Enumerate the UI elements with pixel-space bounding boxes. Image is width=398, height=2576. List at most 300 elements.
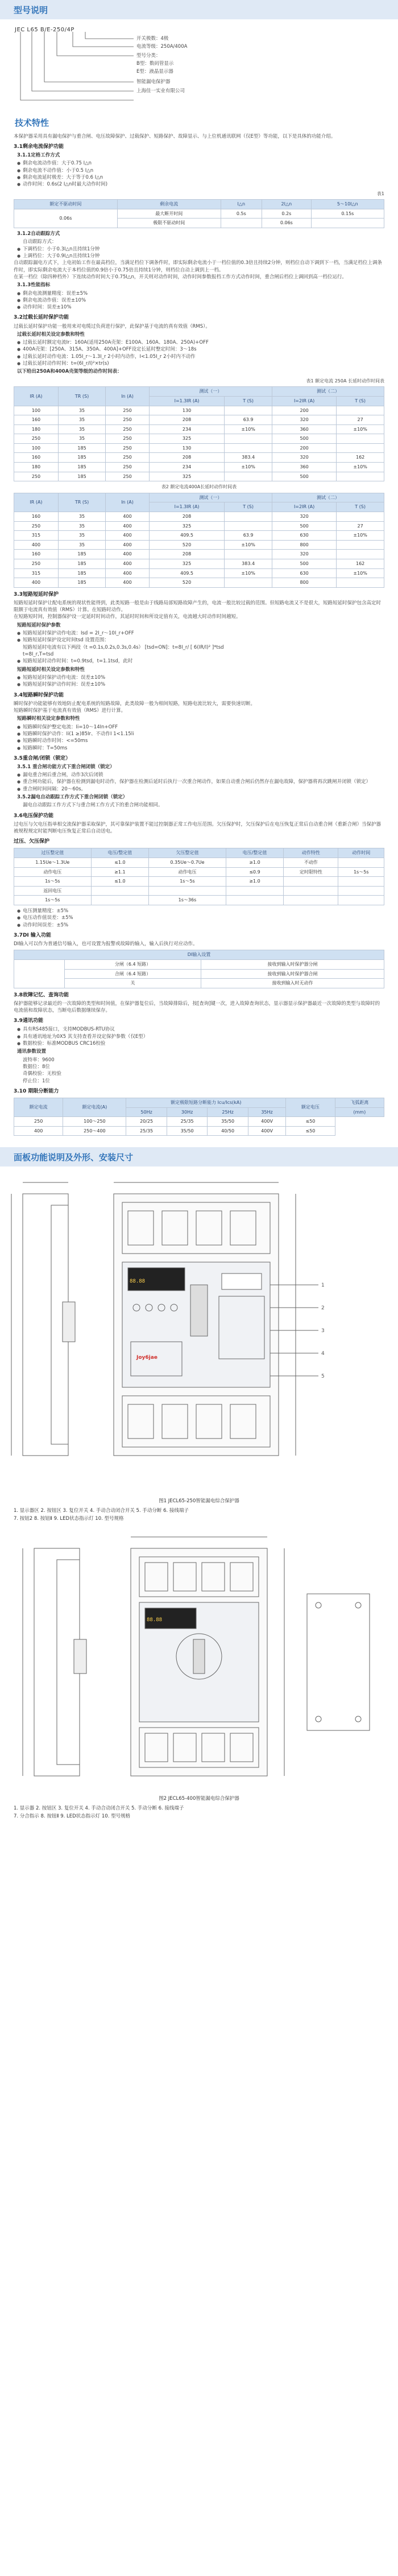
table-cell: 500 <box>272 434 336 444</box>
table2-caption: 表1 额定电流 250A 长延时动作时间表 <box>306 378 384 384</box>
table-di-input <box>14 950 384 988</box>
table-cell: 383.4 <box>225 453 272 463</box>
side-handle <box>63 1302 75 1342</box>
list-item: ● 剩余电流不动作值：小于0.5 I△n <box>23 167 381 174</box>
table-header: 额定不驱动时间 <box>14 200 118 209</box>
table-cell <box>338 896 384 905</box>
paragraph: 在短路短时间，控制器保护设一定延时时间动作，其延时时间和所设定值有关，电流越大时动作时间越短。 <box>14 614 241 620</box>
list-item: 波特率：9600 <box>23 1057 55 1063</box>
table-row: 关 接收到输入时无动作 <box>14 979 384 988</box>
table-cell: 250 <box>106 472 150 481</box>
list-item: ● 重合闸时间间隔：20～60s。 <box>23 786 381 793</box>
table-cell <box>149 886 226 896</box>
table-cell: ≤0.9 <box>226 867 284 877</box>
table-cell: 35/50 <box>208 1117 248 1127</box>
table-cell: 20/25 <box>126 1117 167 1127</box>
table-header: 额定电流 <box>14 1098 63 1116</box>
table-cell: 325 <box>149 472 224 481</box>
list-item: ● 400A壳架：[250A、315A、350A、400A]+OFF设定长延时整定时间：3～18s <box>23 346 381 353</box>
table-header: IR (A) <box>14 493 59 512</box>
table-row <box>14 896 384 905</box>
paragraph: 短路瞬时保护基于电流真有效值（RMS）进行计算。 <box>14 707 126 714</box>
table-cell: ±10% <box>225 463 272 472</box>
table-cell: 800 <box>272 578 336 588</box>
table-header: TR (S) <box>58 493 105 512</box>
table-cell: 400 <box>14 540 59 550</box>
table-cell: 1s～5s <box>14 877 92 887</box>
table-row <box>14 406 384 415</box>
table-cell: 400 <box>106 559 150 569</box>
figure-2-legend-2: 7. 分合指示 8. 按钮Ⅱ 9. LED状态指示灯 10. 型号规格 <box>14 1813 131 1819</box>
table-header: T (S) <box>337 502 384 512</box>
list-item: ● 短路瞬时：T=50ms <box>23 745 381 752</box>
list-item: ● 剩余电流动作值：误差±10% <box>23 297 381 304</box>
paragraph: 短路短延时保护让配电系统的现状性能得到，此类短路一般是由于线路局部短路故障产生的，电流一般比较过载的范围。但短路电流又不是很大，短路短延时保护包含高定时限额于电流真有效值（RMS）计算。在短路时动作。 <box>14 600 382 613</box>
table-cell: ≤50 <box>286 1126 335 1136</box>
table-residual-current <box>14 199 384 228</box>
heading-3-5-1: 3.5.1 重合闸功能方式下重合闸闭锁（锁定） <box>17 764 115 770</box>
table-row <box>14 559 384 569</box>
table-cell: 100 <box>14 443 59 453</box>
table-header: I=1.3IR (A) <box>149 396 224 406</box>
table-cell: 325 <box>149 521 224 531</box>
table-cell: 400 <box>106 540 150 550</box>
table-cell: 250 <box>106 434 150 444</box>
svg-text:88.88: 88.88 <box>147 1617 163 1623</box>
table-cell: 160 <box>14 550 59 559</box>
table-row <box>14 568 384 578</box>
table-cell: 400 <box>106 568 150 578</box>
table-cell: 315 <box>14 568 59 578</box>
table-cell: 63.9 <box>225 415 272 425</box>
table-header: 欠压整定值 <box>149 848 226 858</box>
table-cell: 0.35Ue～0.7Ue <box>149 858 226 868</box>
table-header: I=2IR (A) <box>272 502 336 512</box>
table-cell <box>284 896 338 905</box>
table-cell: 35 <box>58 406 105 415</box>
table-cell: 160 <box>14 512 59 522</box>
table-cell: 250 <box>106 415 150 425</box>
breaker-250-svg <box>0 1171 398 1495</box>
table-header: 5～10I△n <box>311 200 384 209</box>
table-cell: 520 <box>149 540 224 550</box>
table-cell <box>91 896 149 905</box>
table-cell: ±10% <box>337 531 384 541</box>
model-label-type-b: B型：数码管显示 <box>136 61 174 67</box>
list-item: ● 过载长延时动作时间：t=(6I_r/I)²×tr(s) <box>23 360 381 367</box>
table3-caption: 表2 额定电流400A长延时动作时间表 <box>161 484 237 490</box>
table-cell: 325 <box>149 434 224 444</box>
table-cell: 185 <box>58 559 105 569</box>
table-cell: 1s～5s <box>338 867 384 877</box>
svg-text:88.88: 88.88 <box>130 1279 146 1285</box>
table-cell: 180 <box>14 424 59 434</box>
svg-text:2: 2 <box>321 1305 325 1312</box>
table-header: 2I△n <box>262 200 312 209</box>
table-row <box>14 424 384 434</box>
table-header: 飞弧距离 <box>335 1098 384 1107</box>
table-cell: 185 <box>58 472 105 481</box>
mounting-hole-view <box>307 1594 370 1730</box>
table-cell <box>225 578 272 588</box>
table-row <box>14 443 384 453</box>
table-cell <box>225 472 272 481</box>
table-header: 动作特性 <box>284 848 338 858</box>
table-header: 动作时间 <box>338 848 384 858</box>
table-cell: ≤1.0 <box>91 877 149 887</box>
breaker-400-svg <box>0 1526 398 1793</box>
table-cell: 250 <box>14 472 59 481</box>
list-item: ● 过载长延时额定电流Ir：160A(适用250A壳架：E100A、160A、180A、250A)+OFF <box>23 339 381 346</box>
figure-1-legend-2: 7. 按钮2 8. 按钮Ⅱ 9. LED状态指示灯 10. 型号规格 <box>14 1515 124 1522</box>
table-row <box>14 521 384 531</box>
table-header: 25Hz <box>208 1107 248 1117</box>
table-header: I△n <box>221 200 262 209</box>
list-item: ● 具有通讯地址为0X5 其支持查看并设定保护参数（仅E型） <box>23 1033 381 1040</box>
table-cell <box>338 886 384 896</box>
heading-3-4: 3.4短路瞬时保护功能 <box>14 692 64 698</box>
table-row: 极限不驱动时间 0.06s <box>14 219 384 228</box>
list-item: 停止位：1位 <box>23 1078 50 1084</box>
table-header: 测试（二） <box>272 387 384 397</box>
heading-3-1-2: 3.1.2自动跟踪方式 <box>17 231 60 237</box>
table-header: TR (S) <box>58 387 105 406</box>
table-cell: ±10% <box>337 568 384 578</box>
table-cell: ≥1.0 <box>226 877 284 887</box>
heading-3-5: 3.5重合闸/闭锁（锁定） <box>14 755 71 761</box>
table-cell: 200 <box>272 443 336 453</box>
table-cell <box>337 406 384 415</box>
table-row <box>14 578 384 588</box>
table-cell <box>337 434 384 444</box>
table-header: 过压整定值 <box>14 848 92 858</box>
table-cell <box>226 886 284 896</box>
list-item: ● 电压动作值误差：±5% <box>23 914 381 921</box>
table-header: 测试（一） <box>149 387 272 397</box>
table-cell: ±10% <box>225 568 272 578</box>
table-cell: 208 <box>149 512 224 522</box>
table-cell: 320 <box>272 550 336 559</box>
table-cell: 250 <box>106 424 150 434</box>
table-cell: 185 <box>58 550 105 559</box>
table-header: 电压/整定值 <box>226 848 284 858</box>
table-cell <box>338 858 384 868</box>
table-voltage-protection <box>14 848 384 905</box>
table-cell: 35 <box>58 521 105 531</box>
table-cell <box>337 512 384 522</box>
table-cell: 35 <box>58 415 105 425</box>
table-row: 合闸（6.4 短路） 接收到输入时保护器合闸 <box>14 969 384 979</box>
table-row <box>14 1126 384 1136</box>
table-cell: 63.9 <box>225 531 272 541</box>
list-item: ● 数据校验：标准MODBUS CRC16校验 <box>23 1040 381 1047</box>
figure-2-legend: 1. 显示器 2. 按钮区 3. 复位开关 4. 手动合动闭合开关 5. 手动分断 6. 接线端子 <box>14 1805 184 1811</box>
table-cell: 208 <box>149 415 224 425</box>
table-cell: 250 <box>14 1117 63 1127</box>
table-row <box>14 877 384 887</box>
table-cell <box>225 406 272 415</box>
table-row <box>14 886 384 896</box>
table-header: In (A) <box>106 387 150 406</box>
list-item: ● 剩余电流动作值：大于0.75 I△n <box>23 160 381 167</box>
heading-3-3b: 短路短延时保护参数 <box>17 622 61 628</box>
table-cell: 400 <box>106 531 150 541</box>
heading-3-1-1: 3.1.1定格工作方式 <box>17 153 60 159</box>
table-header: IR (A) <box>14 387 59 406</box>
list-item: 数据位：8位 <box>23 1064 50 1070</box>
heading-3-1-3: 3.1.3性能指标 <box>17 282 51 288</box>
table-cell: 35 <box>58 512 105 522</box>
table-cell: 100～250 <box>63 1117 126 1127</box>
table-header: 测试（一） <box>149 493 272 502</box>
table-cell: 100 <box>14 406 59 415</box>
table-cell: 630 <box>272 568 336 578</box>
table-cell: 315 <box>14 531 59 541</box>
table-cell: 360 <box>272 463 336 472</box>
list-item: 奇偶校验：无校验 <box>23 1071 62 1077</box>
table-header: T (S) <box>225 396 272 406</box>
paragraph: 漏电自动跟踪工作方式下与重合闸工作方式下的重合闸功能相同。 <box>23 802 163 809</box>
model-label-current: 电流等级：250A/400A <box>136 44 188 50</box>
table-header: I=2IR (A) <box>272 396 336 406</box>
table-header: 电压/整定值 <box>91 848 149 858</box>
table-cell <box>337 443 384 453</box>
paragraph: 瞬时保护功能能够有效地防止配电系统的短路故障，此类故障一般为相间短路，短路电流比较大，需要快速切断。 <box>14 700 256 707</box>
table-cell <box>225 443 272 453</box>
table-header: In (A) <box>106 493 150 512</box>
table-cell: 35 <box>58 531 105 541</box>
table-cell: 400 <box>14 1126 63 1136</box>
table-row <box>14 540 384 550</box>
table-cell: 400V <box>248 1117 285 1127</box>
table-cell: ≥1.1 <box>91 867 149 877</box>
figure-1-legend: 1. 显示器区 2. 按钮区 3. 复位开关 4. 手动合动闭合开关 5. 手动分断 6. 接线端子 <box>14 1507 189 1514</box>
side-view-body <box>23 1194 68 1456</box>
heading-3-9: 3.9通讯功能 <box>14 1018 43 1024</box>
table-cell: 162 <box>337 559 384 569</box>
table-cell: 40/50 <box>208 1126 248 1136</box>
panel-header-band <box>0 1147 398 1167</box>
paragraph: 在某一档位（除四种档外）下连续动作时间大于0.75I△n，开关则对动作时间，动作时间参数报档工作方式动作时间，重合闸后档位上调回到高一档位运行。 <box>14 274 347 280</box>
table-cell: ±10% <box>337 463 384 472</box>
svg-text:4: 4 <box>321 1351 325 1357</box>
table-cell: 返回电压 <box>14 886 92 896</box>
heading-3-3: 3.3短路短延时保护 <box>14 591 59 597</box>
table-cell: 325 <box>149 559 224 569</box>
table-400a-long-delay <box>14 493 384 588</box>
heading-3-2c: 以下给出250A和400A壳架等级的动作时间表： <box>17 369 122 375</box>
table-row <box>14 512 384 522</box>
table-cell: 234 <box>149 424 224 434</box>
table-cell <box>225 550 272 559</box>
table-header: T (S) <box>225 502 272 512</box>
table-header: I=1.3IR (A) <box>149 502 224 512</box>
table-row <box>14 867 384 877</box>
list-item: ● 具有RS485接口，支持MODBUS-RTU协议 <box>23 1026 381 1033</box>
table-cell: ≤50 <box>286 1117 335 1127</box>
heading-3-6b: 过压、欠压保护 <box>14 839 50 845</box>
heading-3-4b: 短路瞬时相关设定参数和特性 <box>17 716 80 722</box>
table-cell: 130 <box>149 406 224 415</box>
section-title-tech: 技术特性 <box>15 118 49 128</box>
list-item: ● 剩余电流测量精度：误差±5% <box>23 290 381 297</box>
table-row <box>14 1117 384 1127</box>
figure-1-drawing <box>0 1171 398 1495</box>
section-title-model: 型号说明 <box>14 5 48 15</box>
table-cell: ≤1.0 <box>91 858 149 868</box>
table-cell: 500 <box>272 559 336 569</box>
table-cell: 185 <box>58 453 105 463</box>
table-cell: 400 <box>106 521 150 531</box>
table-cell <box>337 540 384 550</box>
table-cell: ±10% <box>225 424 272 434</box>
table-row <box>14 858 384 868</box>
heading-3-6: 3.6电压保护功能 <box>14 813 53 819</box>
table-cell <box>337 550 384 559</box>
paragraph: 保护器能够记录最近的一次故障的类型和时间值，在保护器复位后，当故障排除后，按[查询]键一次，进入故障查询状态，显示器显示保护器最近一次故障的类型与故障时的电流值和故障状态，当断电后数据继续保存。 <box>14 1000 380 1014</box>
table-header: 剩余电流 <box>117 200 221 209</box>
heading-3-10: 3.10 期限分断能力 <box>14 1088 59 1094</box>
heading-3-5-2: 3.5.2漏电自动跟踪工作方式下重合闸闭锁（锁定） <box>17 794 128 801</box>
table-cell: 动作电压 <box>149 867 226 877</box>
table-cell <box>226 896 284 905</box>
table-cell: 208 <box>149 550 224 559</box>
table-cell: 320 <box>272 512 336 522</box>
table-cell: 160 <box>14 415 59 425</box>
table-cell: 208 <box>149 453 224 463</box>
table-cell <box>284 886 338 896</box>
table-cell: 27 <box>337 521 384 531</box>
model-header-band <box>0 0 398 19</box>
model-label-product: 智能漏电保护器 <box>136 79 171 85</box>
figure-2-drawing <box>0 1526 398 1793</box>
handle <box>190 1285 208 1336</box>
table-cell: 1s～5s <box>14 896 92 905</box>
table-cell: 不动作 <box>284 858 338 868</box>
table-header: 额定极限短路分断能力 Icu/Ics(kA) <box>126 1098 286 1107</box>
paragraph: 自动跟踪方式： <box>23 239 57 245</box>
table-cell: 250 <box>106 463 150 472</box>
table-row <box>14 453 384 463</box>
table-cell: 1s～36s <box>149 896 226 905</box>
list-item: ● 短路短延时动作时间：t=0.9tsd，t=1.1tsd，此时 <box>23 658 381 665</box>
list-item: ● 短路瞬时保护动作：Ii(1 ≥)85Ir、不动作I 1<1.15li <box>23 731 381 737</box>
table-cell: 200 <box>272 406 336 415</box>
table-cell: 162 <box>337 453 384 463</box>
table-cell: 320 <box>272 415 336 425</box>
table-cell: 400 <box>14 578 59 588</box>
svg-text:3: 3 <box>321 1328 325 1334</box>
model-label-type-e: E型：液晶显示器 <box>136 69 173 75</box>
list-item: ● 动作时间：0.6s(2 I△n时最大动作时间) <box>23 181 381 188</box>
table-cell <box>284 877 338 887</box>
table-header: 额定电流(A) <box>63 1098 126 1116</box>
heading-3-2b: 过载长延时相关设定参数和特性 <box>17 331 85 337</box>
table-cell: 250 <box>14 559 59 569</box>
list-item: ● 重合闸功能后，保护器在检测到漏电时动作，保护器在检测后延时后执行一次重合闸动作，如果自动重合闸后仍然存在漏电故障，保护器将再次跳闸并闭锁（锁定） <box>23 778 381 785</box>
table-cell: 35 <box>58 540 105 550</box>
table-cell: 185 <box>58 578 105 588</box>
table-cell: 520 <box>149 578 224 588</box>
table-cell: 250 <box>14 434 59 444</box>
table-cell: 383.4 <box>225 559 272 569</box>
heading-3-8: 3.8故障记忆、查询功能 <box>14 992 69 998</box>
list-item: ● 过载长延时动作电流：1.05I_r～1.3I_r 2小时内动作，I<1.05I_r 2小时内不动作 <box>23 353 381 360</box>
svg-text:5: 5 <box>321 1374 325 1380</box>
table-cell: 130 <box>149 443 224 453</box>
list-item: ● 短路短延时保护动作电流：Isd = 2I_r～10I_r+OFF <box>23 630 381 637</box>
table-row: 0.06s 最大断开时间 0.5s 0.2s 0.15s <box>14 209 384 219</box>
table-cell: 25/35 <box>167 1117 207 1127</box>
table-cell: 250 <box>106 406 150 415</box>
table1-caption: 表1 <box>376 191 384 196</box>
paragraph: 过电压与欠电压指单相交流保护器采取保护，其可靠保护装置不能过控制器正常工作电压范围。欠压保护时，欠压保护后在电压恢复正常后自动重合闸（重新合闸）当保护器被规程规定时能判断电压恢复正常后自动送电。 <box>14 821 382 835</box>
list-item: ● 上调档位：大于0.9I△n且持续1分钟 <box>23 253 381 259</box>
table-cell: 409.5 <box>149 531 224 541</box>
table-cell: ≥1.0 <box>226 858 284 868</box>
brand-logo: Joy6jae <box>136 1355 157 1361</box>
table-header: 测试（二） <box>272 493 384 502</box>
table-cell: 35 <box>58 434 105 444</box>
table-cell: 185 <box>58 568 105 578</box>
table-250a-long-delay <box>14 386 384 481</box>
list-item: ● 短路短延时保护动作电流：误差±10% <box>23 674 381 681</box>
paragraph: 自动跟踪漏电方式下，上电初始工作在最高档位，当满足档位下调条件时，即实际剩余电流小于一档位值的0.3倍且持续2分钟，则档位自动下调到下一档，当满足档位上调条件时，即实际剩余电流大于本档位值的0.9倍小于0.75倍且持续1分钟，则档位自动上调到上一档。 <box>14 260 382 273</box>
table-cell: 160 <box>14 453 59 463</box>
figure-2-caption: 图2 JECL65-400智能漏电综合保护器 <box>159 1796 239 1802</box>
list-item: ● 短路瞬时保护整定电流：Ii=10～14In+OFF <box>23 724 381 731</box>
table-row <box>14 415 384 425</box>
table-cell: 1.15Ue～1.3Ue <box>14 858 92 868</box>
heading-3-7: 3.7DI 输入功能 <box>14 932 51 938</box>
model-leader-lines <box>0 24 398 109</box>
table-cell: ±10% <box>337 424 384 434</box>
table-header: 额定电压 <box>286 1098 335 1116</box>
model-code: JEC L65 B/E-250/4P <box>15 27 74 33</box>
table-row <box>14 531 384 541</box>
list-item: ● 短路短延时保护设定时间tsd 设置范围： <box>23 637 381 644</box>
table-header: 50Hz <box>126 1107 167 1117</box>
table-cell: ±10% <box>225 540 272 550</box>
table-cell: 630 <box>272 531 336 541</box>
table-cell: 360 <box>272 424 336 434</box>
section-title-panel: 面板功能说明及外形、安装尺寸 <box>14 1152 134 1163</box>
figure-1-caption: 图1 JECL65-250智能漏电综合保护器 <box>159 1498 239 1505</box>
table-cell: 409.5 <box>149 568 224 578</box>
table-row <box>14 463 384 472</box>
list-item: t=8I_r,T=tsd <box>23 652 54 658</box>
heading-3-2: 3.2过载长延时保护功能 <box>14 315 69 321</box>
table-cell <box>225 521 272 531</box>
table-cell: 250 <box>14 521 59 531</box>
tech-intro: 本保护器采用具有漏电保护与重合闸、电压故障保护、过载保护、短路保护、故障显示、与上位机通讯联网（仅E型）等功能，以下是具体的功能介绍。 <box>14 133 336 139</box>
table-cell: 320 <box>272 453 336 463</box>
table-cell <box>337 578 384 588</box>
model-label-poles: 开关极数：4极 <box>136 36 169 42</box>
table-cell: 180 <box>14 463 59 472</box>
heading-3-1: 3.1剩余电流保护功能 <box>14 144 64 150</box>
table-cell: 400 <box>106 578 150 588</box>
table-cell: 定时限特性 <box>284 867 338 877</box>
table-cell: 185 <box>58 443 105 453</box>
table-cell <box>91 886 149 896</box>
list-item: ● 短路瞬时动作时间：<=50ms <box>23 737 381 744</box>
paragraph: 过载长延时保护功能一般用来对电缆过负荷进行保护，此保护基于电流的真有效值（RMS）。 <box>14 323 210 329</box>
table-cell: 27 <box>337 415 384 425</box>
table-cell <box>338 877 384 887</box>
table-header: DI输入设置 <box>14 950 384 960</box>
table-row <box>14 550 384 559</box>
